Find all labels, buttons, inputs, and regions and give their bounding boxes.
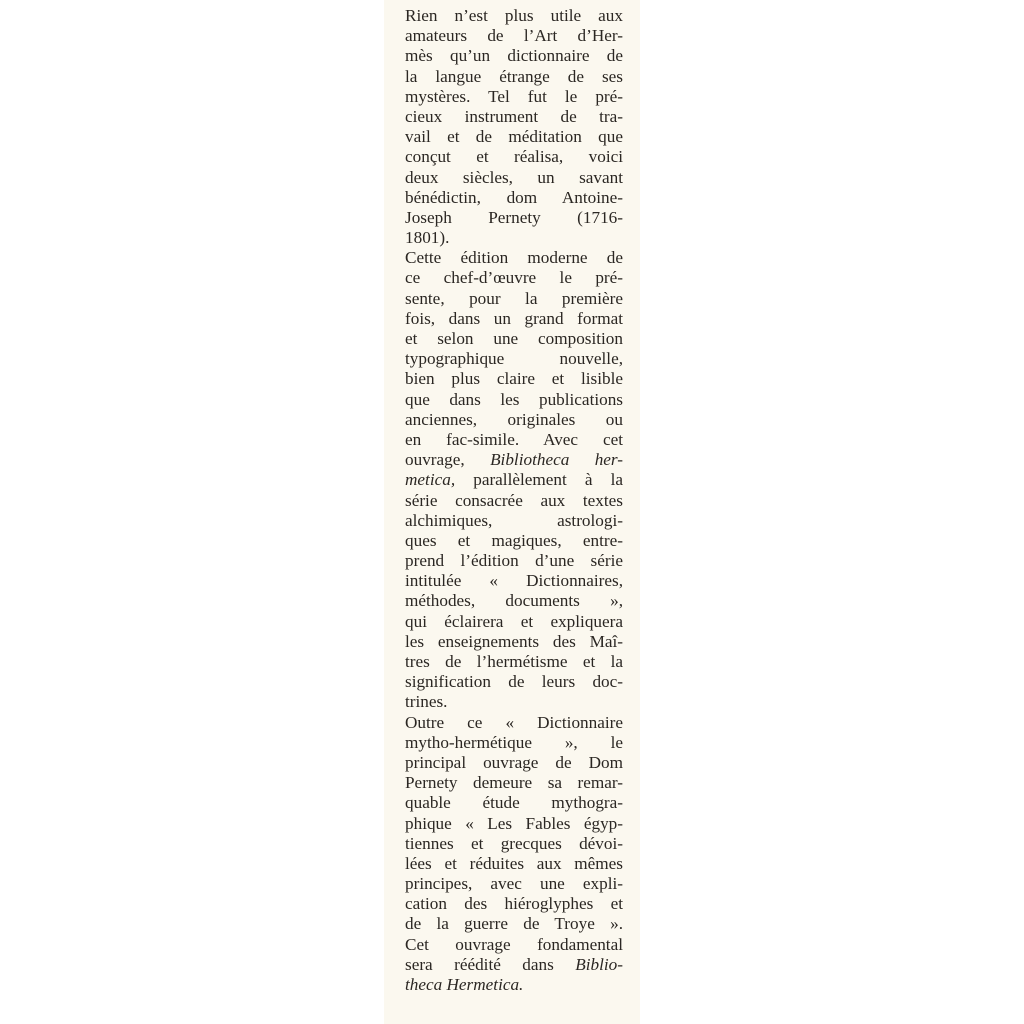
text-line: ce chef-d’œuvre le pré- bbox=[405, 268, 623, 288]
text-line: principal ouvrage de Dom bbox=[405, 752, 623, 772]
text-line: ouvrage, Bibliotheca her- bbox=[405, 450, 623, 470]
text-line: bénédictin, dom Antoine- bbox=[405, 187, 623, 207]
text-line: méthodes, documents », bbox=[405, 591, 623, 611]
text-line: que dans les publications bbox=[405, 389, 623, 409]
text-line: lées et réduites aux mêmes bbox=[405, 853, 623, 873]
text-line bbox=[405, 975, 623, 995]
text-line: Outre ce « Dictionnaire bbox=[405, 712, 623, 732]
text-line: quable étude mythogra- bbox=[405, 793, 623, 813]
text-line: en fac-simile. Avec cet bbox=[405, 429, 623, 449]
text-line: Pernety demeure sa remar- bbox=[405, 773, 623, 793]
text-line: mès qu’un dictionnaire de bbox=[405, 46, 623, 66]
text-line: cieux instrument de tra- bbox=[405, 106, 623, 126]
text-line: bien plus claire et lisible bbox=[405, 369, 623, 389]
text-line: amateurs de l’Art d’Her- bbox=[405, 26, 623, 46]
text-line: alchimiques, astrologi- bbox=[405, 510, 623, 530]
text-line: mystères. Tel fut le pré- bbox=[405, 86, 623, 106]
text-line: intitulée « Dictionnaires, bbox=[405, 571, 623, 591]
text-line: conçut et réalisa, voici bbox=[405, 147, 623, 167]
text-line: sera réédité dans Biblio- bbox=[405, 954, 623, 974]
text-line: Cet ouvrage fondamental bbox=[405, 934, 623, 954]
paragraph-3 bbox=[405, 713, 623, 996]
paragraph-2 bbox=[405, 248, 623, 712]
italic-title-text: Biblio- bbox=[575, 954, 623, 974]
text-line: sente, pour la première bbox=[405, 288, 623, 308]
text-line: fois, dans un grand format bbox=[405, 308, 623, 328]
text-line: tres de l’hermétisme et la bbox=[405, 652, 623, 671]
text-line: signification de leurs doc- bbox=[405, 672, 623, 692]
text-line: typographique nouvelle, bbox=[405, 349, 623, 369]
text-line: anciennes, originales ou bbox=[405, 409, 623, 429]
italic-title-text: metica, bbox=[405, 470, 456, 490]
italic-title-text: Bibliotheca her- bbox=[490, 450, 623, 470]
text-line: Rien n’est plus utile aux bbox=[405, 6, 623, 25]
text-line: metica, parallèlement à la bbox=[405, 470, 623, 490]
text-line: et selon une composition bbox=[405, 329, 623, 348]
text-line: prend l’édition d’une série bbox=[405, 551, 623, 571]
paragraph-1 bbox=[405, 6, 623, 248]
text-line: ques et magiques, entre- bbox=[405, 530, 623, 550]
text-line: cation des hiéroglyphes et bbox=[405, 894, 623, 914]
text-line: la langue étrange de ses bbox=[405, 66, 623, 86]
text-line: vail et de méditation que bbox=[405, 127, 623, 147]
text-line: Joseph Pernety (1716- bbox=[405, 207, 623, 227]
text-line: mytho-hermétique », le bbox=[405, 732, 623, 752]
text-line: série consacrée aux textes bbox=[405, 490, 623, 510]
text-line: phique « Les Fables égyp- bbox=[405, 813, 623, 833]
text-line: Cette édition moderne de bbox=[405, 248, 623, 268]
text-line: de la guerre de Troye ». bbox=[405, 914, 623, 934]
text-line: deux siècles, un savant bbox=[405, 167, 623, 187]
text-line: 1801). bbox=[405, 228, 450, 248]
text-line: les enseignements des Maî- bbox=[405, 631, 623, 651]
italic-title-text: theca Hermetica. bbox=[405, 975, 524, 994]
text-line: trines. bbox=[405, 692, 448, 712]
text-column bbox=[405, 6, 623, 995]
text-line: qui éclairera et expliquera bbox=[405, 611, 623, 631]
text-line: tiennes et grecques dévoi- bbox=[405, 833, 623, 853]
text-line: principes, avec une expli- bbox=[405, 874, 623, 894]
